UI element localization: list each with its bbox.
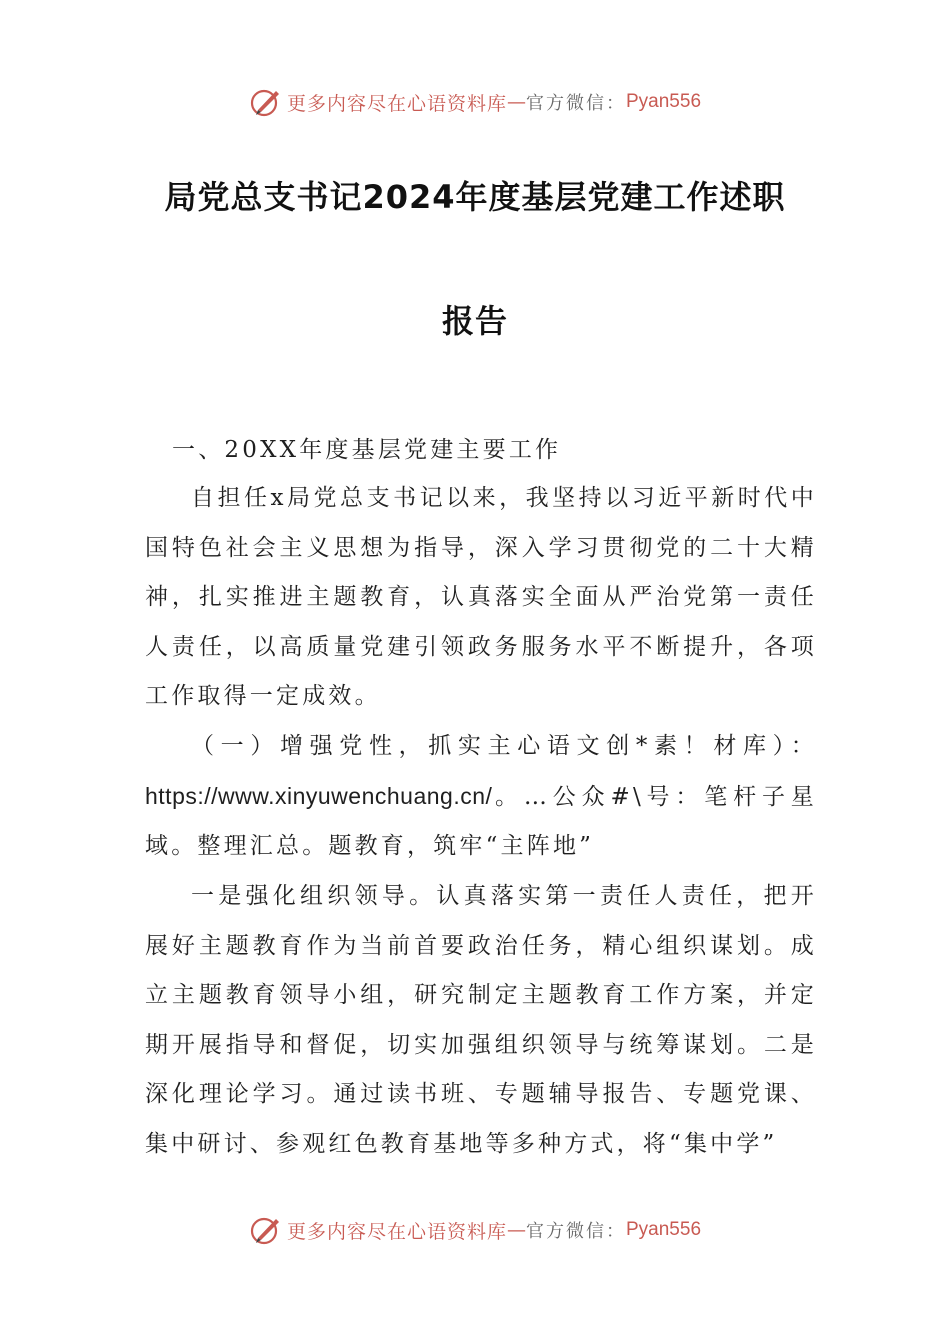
body-paragraph-2: 一是强化组织领导。认真落实第一责任人责任，把开展好主题教育作为当前首要政治任务，精心组织谋划。成立主题教育领导小组，研究制定主题教育工作方案，并定期开展指导和督促，切实加强组织领导与统筹谋划。二是深化理论学习。通过读书班、专题辅导报告、专题党课、集中研讨、参观红色教育基地等多种方式，将“集中学”	[145, 883, 817, 1157]
watermark-dash: —	[507, 1219, 526, 1241]
watermark-site-text: 更多内容尽在心语资料库	[286, 1220, 507, 1243]
watermark-wechat-label: 官方微信：	[526, 93, 626, 114]
pen-logo-icon	[249, 85, 283, 119]
header-watermark-banner	[0, 82, 950, 122]
pen-logo-icon	[249, 1213, 283, 1247]
section-heading-2-url: https://www.xinyuwenchuang.cn/	[145, 782, 493, 809]
document-title-line-2: 报告	[441, 302, 508, 340]
section-heading-2	[145, 722, 817, 872]
watermark-wechat-id: Pyan556	[626, 1219, 702, 1240]
watermark-dash: —	[507, 91, 526, 113]
section-heading-2-text-b: 。…公众#\号：笔杆子星域。整理汇总。题教育，筑牢“主阵地”	[145, 783, 817, 860]
watermark-site-text: 更多内容尽在心语资料库	[286, 92, 507, 115]
section-heading-1: 一、20XX年度基层党建主要工作	[172, 437, 562, 463]
section-heading-2-text-a: （一）增强党性，抓实主心语文创*素！材库）：	[191, 733, 817, 759]
watermark-wechat-id: Pyan556	[626, 91, 702, 112]
footer-watermark-banner	[0, 1210, 950, 1250]
watermark-wechat-label: 官方微信：	[526, 1221, 626, 1242]
body-paragraph-1: 自担任x局党总支书记以来，我坚持以习近平新时代中国特色社会主义思想为指导，深入学习贯彻党的二十大精神，扎实推进主题教育，认真落实全面从严治党第一责任人责任，以高质量党建引领政务服务水平不断提升，各项工作取得一定成效。	[145, 485, 817, 710]
document-title-line-1: 局党总支书记2024年度基层党建工作述职	[164, 178, 786, 216]
